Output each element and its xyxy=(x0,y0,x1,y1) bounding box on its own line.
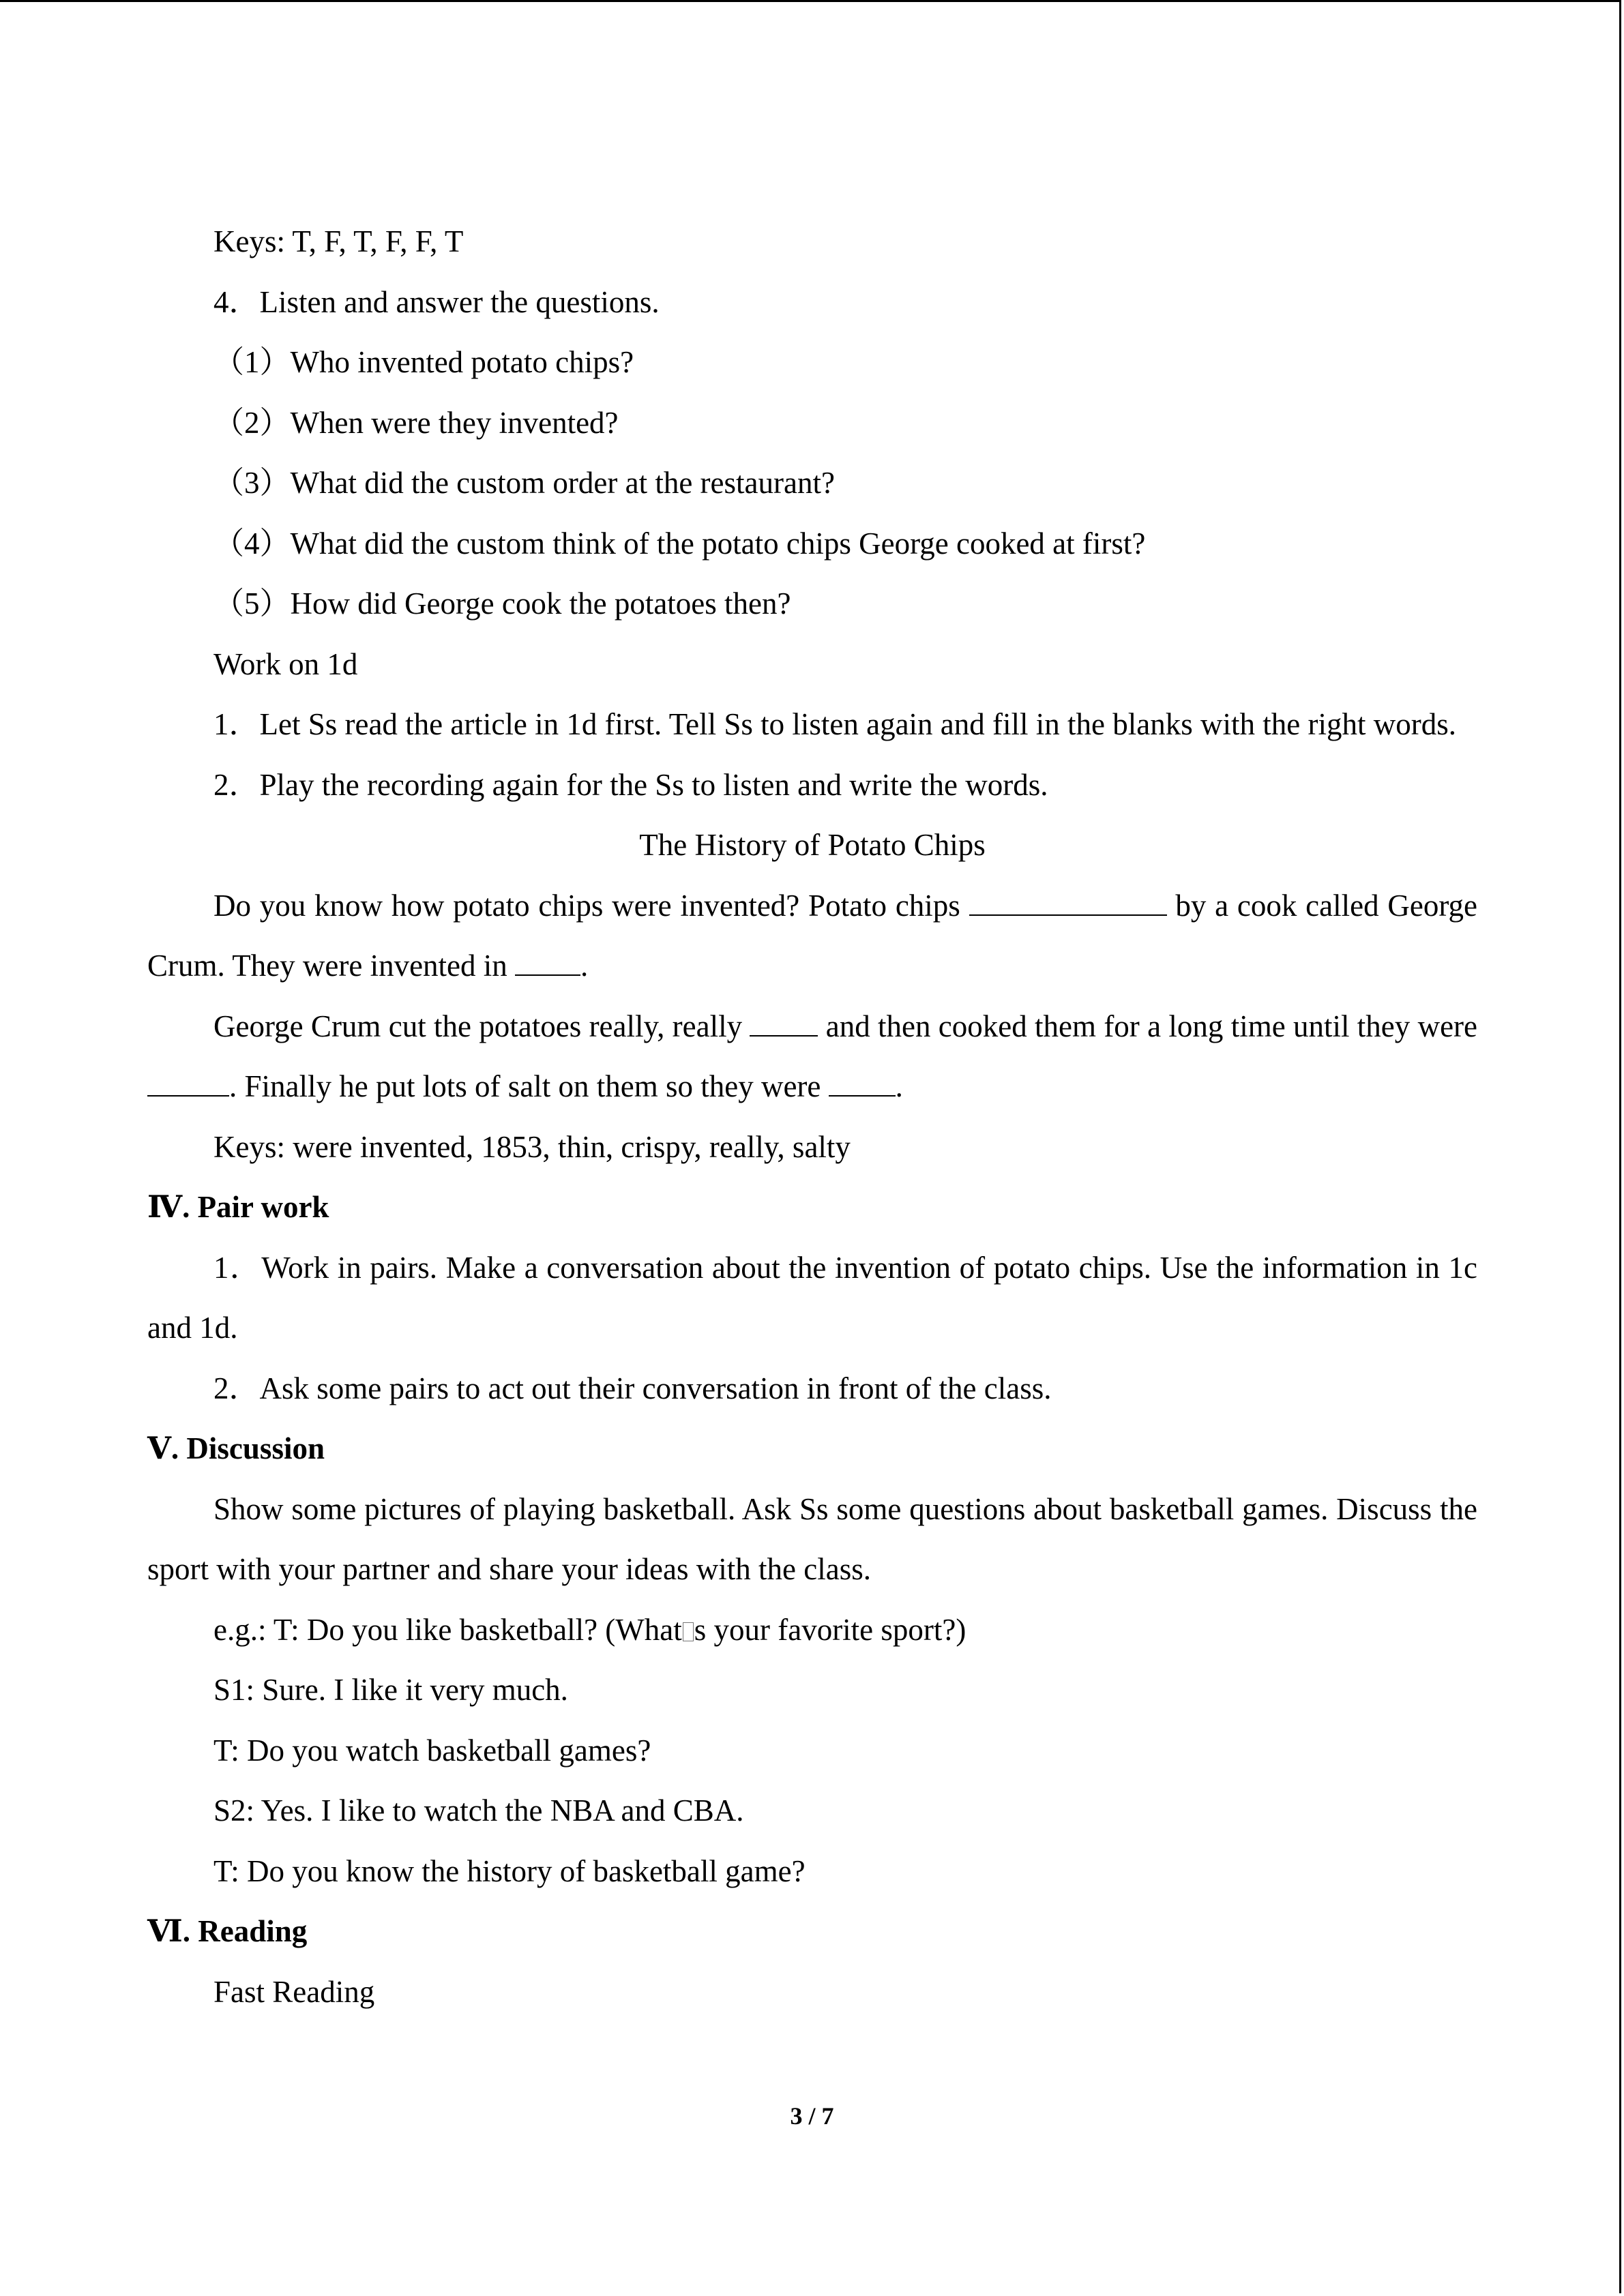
example-line xyxy=(147,1600,1477,1660)
dialogue-s1: S1: Sure. I like it very much. xyxy=(213,1673,568,1707)
example-text: e.g.: T: Do you like basketball? (What xyxy=(213,1612,682,1647)
section-heading-discussion: Ⅴ. Discussion xyxy=(147,1431,325,1465)
dialogue-t2: T: Do you know the history of basketball game? xyxy=(213,1853,806,1888)
article-text: and then cooked them for a long time until they were xyxy=(818,1009,1478,1043)
article-text: Do you know how potato chips were invented? Potato chips xyxy=(213,888,969,923)
listen-instruction: 4．Listen and answer the questions. xyxy=(213,284,660,319)
pair-work-step-2: 2．Ask some pairs to act out their conversation in front of the class. xyxy=(213,1371,1052,1405)
fill-blank xyxy=(515,947,580,976)
pair-work-step-1: 1．Work in pairs. Make a conversation about the invention of potato chips. Use the information in 1c and 1d. xyxy=(147,1250,1477,1345)
question-5: （5）How did George cook the potatoes then? xyxy=(213,586,791,621)
article-text: George Crum cut the potatoes really, really xyxy=(213,1009,750,1043)
work-on-1d: Work on 1d xyxy=(213,646,358,681)
fill-blank xyxy=(969,887,1167,916)
missing-glyph-icon xyxy=(683,1622,694,1641)
fill-blank xyxy=(829,1068,896,1097)
article-text: . Finally he put lots of salt on them so they were xyxy=(229,1069,829,1103)
section-heading-pair-work: Ⅳ. Pair work xyxy=(147,1190,329,1224)
article-text: . xyxy=(580,949,589,983)
article-text: by a cook called George Crum. They were invented in xyxy=(147,888,1477,983)
question-1: （1）Who invented potato chips? xyxy=(213,345,634,379)
section-heading-reading: Ⅵ. Reading xyxy=(147,1914,308,1948)
example-text: s your favorite sport?) xyxy=(694,1612,966,1647)
discussion-paragraph: Show some pictures of playing basketball. Ask Ss some questions about basketball games. Discuss the sport with your partner and share your ideas with the class. xyxy=(147,1491,1477,1586)
question-4: （4）What did the custom think of the potato chips George cooked at first? xyxy=(213,526,1146,561)
article-text: . xyxy=(895,1069,903,1103)
question-2: （2）When were they invented? xyxy=(213,405,619,440)
fast-reading-label: Fast Reading xyxy=(213,1974,375,2009)
keys-line: Keys: T, F, T, F, F, T xyxy=(213,224,464,258)
page-number: 3 / 7 xyxy=(790,2102,834,2130)
article-title: The History of Potato Chips xyxy=(639,828,986,862)
step-1-paragraph: 1．Let Ss read the article in 1d first. Tell Ss to listen again and fill in the blanks with the right words. xyxy=(213,707,1456,741)
fill-blank xyxy=(147,1068,229,1097)
dialogue-t1: T: Do you watch basketball games? xyxy=(213,1733,651,1768)
step-2-line: 2．Play the recording again for the Ss to listen and write the words. xyxy=(213,767,1048,802)
dialogue-s2: S2: Yes. I like to watch the NBA and CBA. xyxy=(213,1793,744,1828)
keys-line-2: Keys: were invented, 1853, thin, crispy, really, salty xyxy=(213,1129,851,1164)
article-paragraph-1 xyxy=(147,876,1477,996)
document-body xyxy=(147,211,1477,2022)
article-paragraph-2 xyxy=(147,996,1477,1117)
question-3: （3）What did the custom order at the restaurant? xyxy=(213,466,835,500)
fill-blank xyxy=(750,1008,818,1037)
